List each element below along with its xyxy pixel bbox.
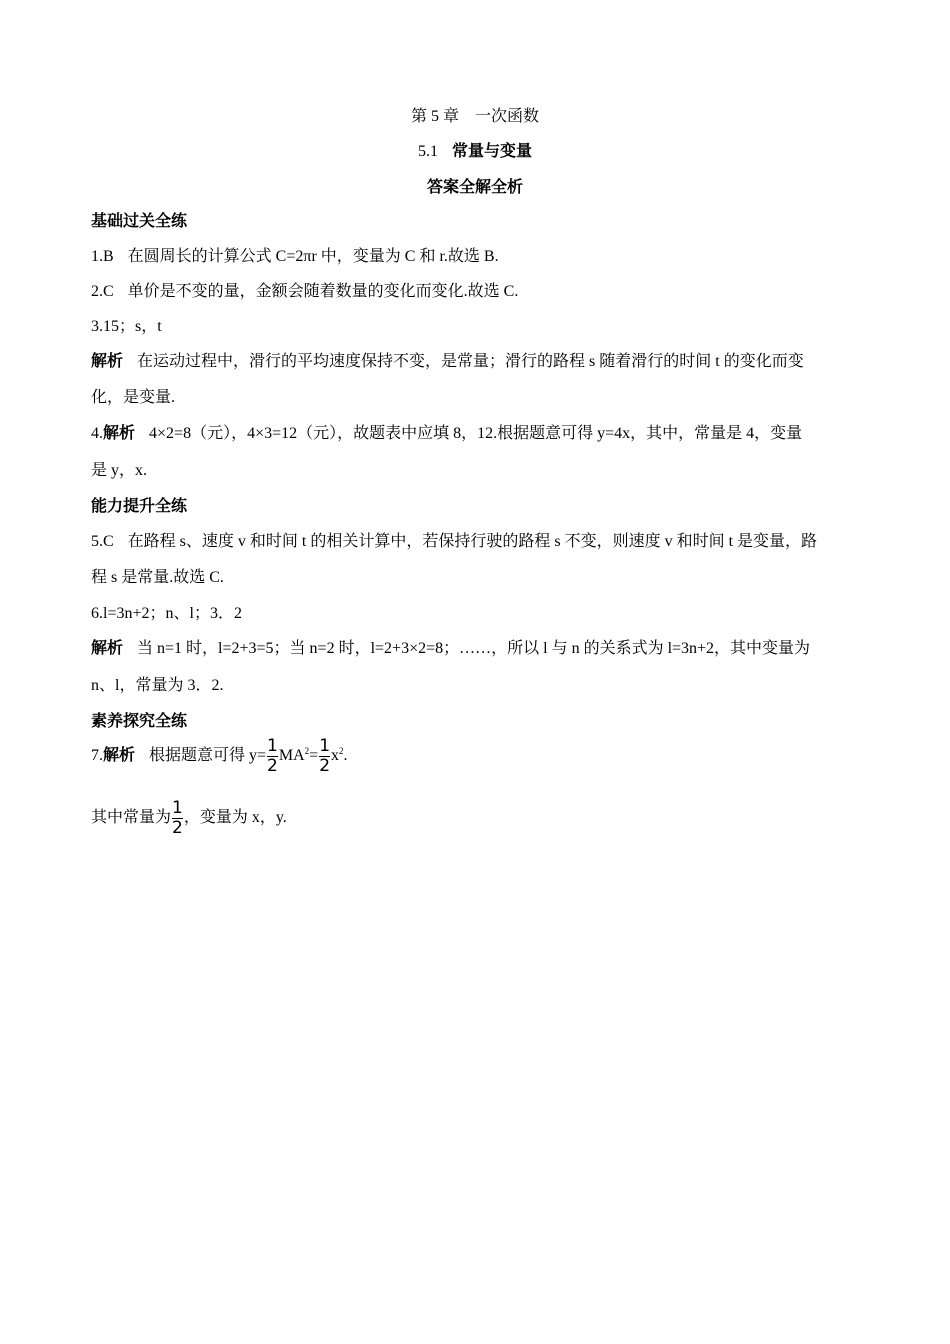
answer-7-line2-end: ，变量为 x，y. [183,809,287,827]
fraction-one-half: $\frac{1}{2}$ [267,736,278,776]
answer-4-number: 4. [91,425,103,442]
fraction-one-half: $\frac{1}{2}$ [172,798,183,838]
answer-7-x: x [331,747,340,765]
chapter-title: 第 5 章 一次函数 [410,108,539,125]
answer-3-analysis-cont: 化，是变量. [91,389,176,406]
answer-7: 7.解析 根据题意可得 y= $\frac{1}{2}$ $MA^2=$ $\frac{1}{2}$ $x^2$. [91,736,348,776]
exponent: 2 [304,746,310,757]
section-title [0,138,950,161]
fraction-one-half: $\frac{1}{2}$ [319,736,331,776]
answer-4-cont: 是 y，x. [91,462,148,479]
answer-4-text: 4×2=8（元），4×3=12（元），故题表中应填 8，12.根据题意可得 y=4x，其中，常量是 4，变量 [149,425,803,442]
answer-2-number: 2.C [91,283,114,300]
section-number: 5.1 [417,143,438,160]
analysis-label: 解析 [91,353,124,370]
answer-2-text: 单价是不变的量，金额会随着数量的变化而变化.故选 C. [127,283,519,300]
answers-subtitle: 答案全解全析 [426,179,523,196]
answer-5 [91,528,861,551]
answer-3-analysis-text: 在运动过程中，滑行的平均速度保持不变，是常量；滑行的路程 s 随着滑行的时间 t 的变化而变 [137,353,804,370]
answer-7-cont [91,800,861,837]
section-name: 常量与变量 [451,143,532,160]
answer-6: 6.l=3n+2；n、l；3．2 [91,605,242,622]
section-heading-advanced: 能力提升全练 [91,498,188,515]
answer-3: 3.15；s，t [91,318,162,335]
answer-1-number: 1.B [91,248,114,265]
answer-7-lead: 根据题意可得 y= [149,747,267,765]
analysis-label: 解析 [91,640,124,657]
answer-1 [91,243,861,266]
exponent: 2 [339,746,344,757]
answer-7-line2-lead: 其中常量为 [91,809,172,827]
answer-6-analysis-cont: n、l，常量为 3．2. [91,677,224,694]
answer-5-number: 5.C [91,533,114,550]
analysis-label: 解析 [103,425,136,442]
section-heading-exploration: 素养探究全练 [91,713,188,730]
answer-6-analysis-text: 当 n=1 时，l=2+3=5；当 n=2 时，l=2+3×2=8；……，所以 l 与 n 的关系式为 l=3n+2，其中变量为 [137,640,811,657]
answer-5-cont: 程 s 是常量.故选 C. [91,569,224,586]
section-heading-basic: 基础过关全练 [91,213,188,230]
analysis-label: 解析 [103,747,136,765]
answer-7-number: 7. [91,747,103,765]
answer-7-ma: MA [278,747,305,765]
answer-6-analysis [91,635,861,658]
answer-4 [91,420,861,443]
answer-5-text: 在路程 s、速度 v 和时间 t 的相关计算中，若保持行驶的路程 s 不变，则速度 v 和时间 t 是变量，路 [127,533,818,550]
answer-3-analysis [91,348,861,371]
answer-2 [91,278,861,301]
answer-1-text: 在圆周长的计算公式 C=2πr 中，变量为 C 和 r.故选 B. [127,248,499,265]
